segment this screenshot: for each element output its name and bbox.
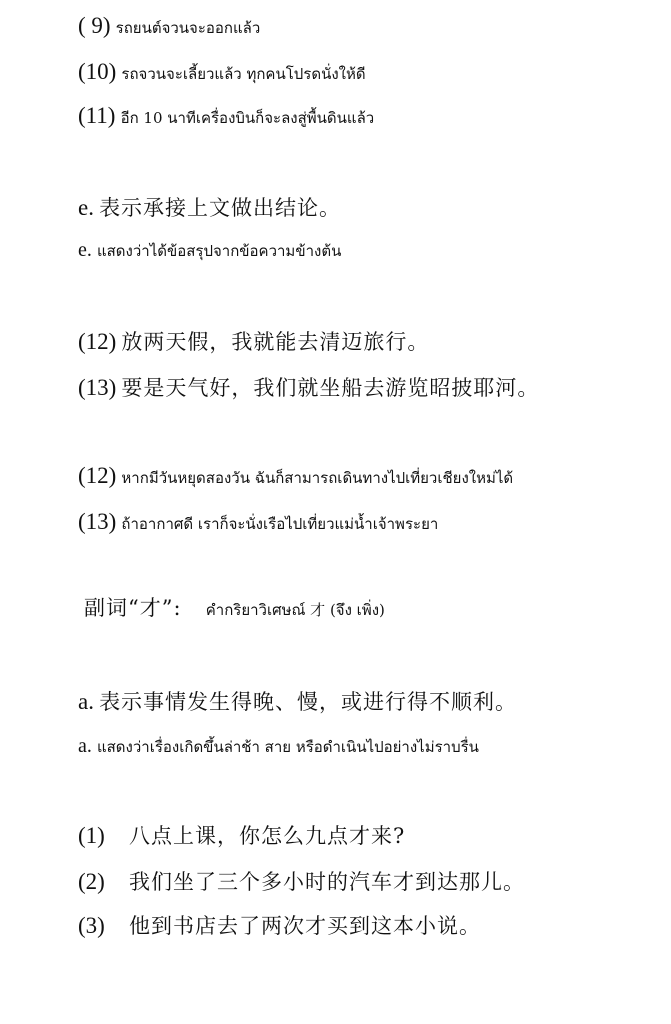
example-number: (13) — [78, 375, 117, 400]
chinese-sentence: 他到书店去了两次才买到这本小说。 — [129, 914, 482, 938]
section-letter: e. — [78, 195, 94, 220]
section-e-chinese — [78, 196, 341, 219]
example-number: (13) — [78, 509, 117, 534]
section-a-chinese — [78, 690, 517, 713]
thai-example-11 — [78, 104, 374, 127]
thai-description: แสดงว่าเรื่องเกิดขึ้นล่าช้า สาย หรือดำเนินไปอย่างไม่ราบรื่น — [96, 738, 479, 756]
thai-description: แสดงว่าได้ข้อสรุปจากข้อความข้างต้น — [96, 242, 342, 260]
thai-example-9 — [78, 14, 260, 37]
example-number: (12) — [78, 329, 117, 354]
example-number: (1) — [78, 823, 105, 848]
chinese-example-12 — [78, 330, 429, 353]
adverb-heading-chinese: 副词“才”: — [84, 596, 182, 620]
section-e-thai — [78, 240, 341, 260]
example-number: (12) — [78, 463, 117, 488]
chinese-sentence: 八点上课，你怎么九点才来? — [129, 824, 406, 848]
example-number: ( 9) — [78, 13, 111, 38]
example-number: (10) — [78, 59, 117, 84]
chinese-description: 表示事情发生得晚、慢，或进行得不顺利。 — [99, 690, 518, 714]
chinese-description: 表示承接上文做出结论。 — [99, 196, 342, 220]
thai-sentence: หากมีวันหยุดสองวัน ฉันก็สามารถเดินทางไปเที่ยวเชียงใหม่ได้ — [121, 469, 514, 487]
adverb-heading — [84, 598, 385, 619]
chinese-example-13 — [78, 376, 539, 399]
thai-example-13 — [78, 510, 438, 533]
example-number: (2) — [78, 869, 105, 894]
adverb-heading-thai: คำกริยาวิเศษณ์ 才 (จึง เพิ่ง) — [205, 601, 385, 619]
section-letter: e. — [78, 239, 92, 261]
chinese-example-2 — [78, 870, 525, 893]
thai-example-12 — [78, 464, 513, 487]
chinese-sentence: 我们坐了三个多小时的汽车才到达那儿。 — [129, 870, 526, 894]
thai-sentence: รถยนต์จวนจะออกแล้ว — [115, 19, 261, 37]
thai-example-10 — [78, 60, 366, 83]
section-letter: a. — [78, 689, 94, 714]
section-a-thai — [78, 736, 479, 756]
section-letter: a. — [78, 735, 92, 757]
example-number: (11) — [78, 103, 116, 128]
chinese-example-1 — [78, 824, 405, 847]
chinese-sentence: 放两天假，我就能去清迈旅行。 — [121, 330, 430, 354]
chinese-sentence: 要是天气好，我们就坐船去游览昭披耶河。 — [121, 376, 540, 400]
thai-sentence: ถ้าอากาศดี เราก็จะนั่งเรือไปเที่ยวแม่น้ำเจ้าพระยา — [121, 515, 439, 533]
chinese-example-3 — [78, 914, 481, 937]
thai-sentence: รถจวนจะเลี้ยวแล้ว ทุกคนโปรดนั่งให้ดี — [121, 65, 366, 83]
thai-sentence: อีก 10 นาทีเครื่องบินก็จะลงสู่พื้นดินแล้ว — [120, 109, 375, 127]
example-number: (3) — [78, 913, 105, 938]
